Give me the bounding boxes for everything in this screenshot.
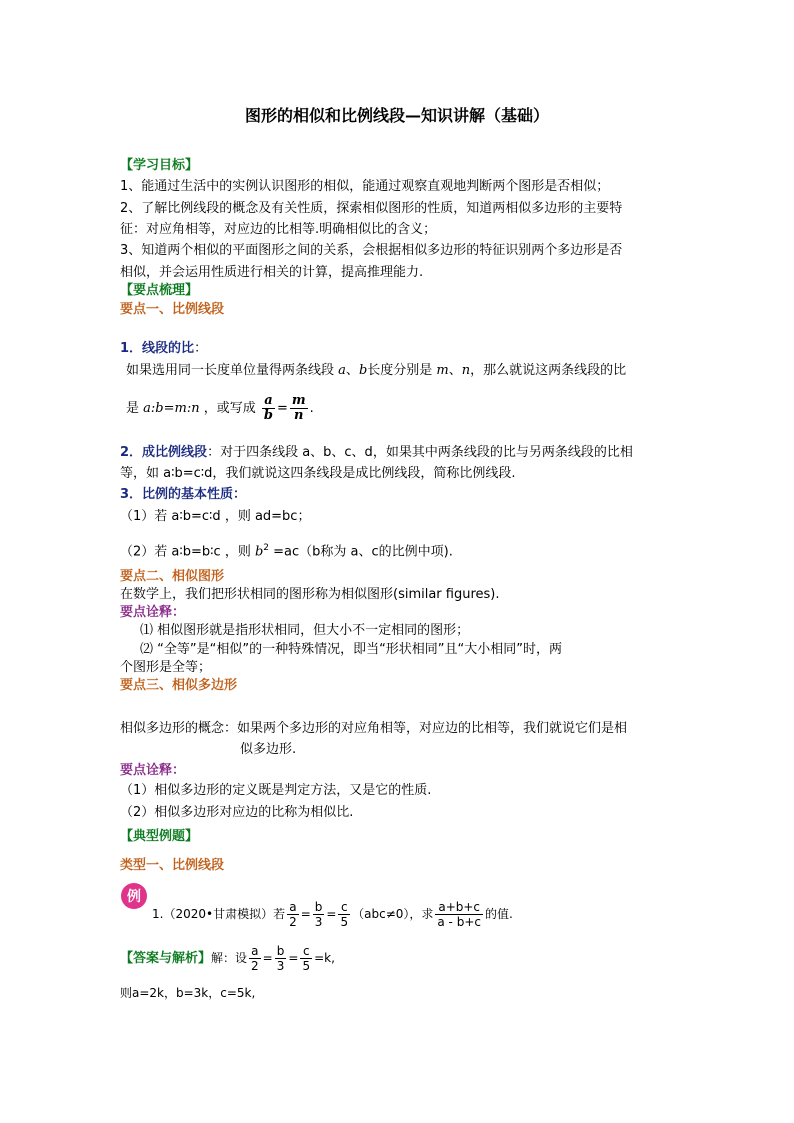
point2-title: 要点二、相似图形 [120, 569, 225, 584]
section1-colon: ： [194, 341, 208, 356]
fraction-a-2: $\frac{a}{2}$ [251, 944, 259, 973]
section1-title: 线段的比 [142, 341, 195, 356]
objective-line-2: 2、了解比例线段的概念及有关性质，探索相似图形的性质，知道两相似多边形的主要特 [120, 201, 623, 216]
section2-number: 2． [120, 445, 143, 460]
point2-text: 在数学上，我们把形状相同的图形称为相似图形(similar figures). [120, 587, 500, 602]
text: ，那么就说这两条线段的比 [470, 363, 627, 378]
text: （2）若 a∶b=b∶c ，则 [120, 544, 251, 560]
fraction-a-2: $\frac{a}{2}$ [289, 900, 297, 929]
fraction-a-over-b: $\frac{a}{b}$ [263, 393, 273, 423]
point2-note-3: 个图形是全等； [120, 660, 212, 675]
fraction-expression: $\frac{a+b+c}{a - b+c}$ [437, 900, 481, 929]
fraction-m-over-n: $\frac{m}{n}$ [291, 393, 306, 423]
text: 长度分别是 [367, 363, 433, 378]
superscript: 2 [263, 543, 270, 553]
var-a: a [338, 363, 346, 378]
objective-line-3: 征：对应角相等，对应边的比相等.明确相似比的含义； [120, 222, 437, 237]
answer-line-1 [120, 941, 335, 976]
text: （abc≠0），求 [352, 907, 434, 921]
section2-text: ：对于四条线段 a、b、c、d，如果其中两条线段的比与另两条线段的比相 [207, 445, 633, 460]
equals: = [326, 907, 337, 921]
point3-note-title: 要点诠释： [120, 763, 186, 778]
property-2 [120, 538, 453, 562]
text: 的值. [484, 907, 513, 921]
objectives-header: 【学习目标】 [120, 158, 199, 173]
point3-concept-1: 相似多边形的概念：如果两个多边形的对应角相等，对应边的比相等，我们就说它们是相 [120, 721, 628, 736]
equals: = [276, 401, 288, 416]
section1-number: 1． [120, 341, 143, 356]
point2-note-title: 要点诠释： [120, 605, 186, 620]
page-title: 图形的相似和比例线段—知识讲解（基础） [244, 106, 549, 125]
var-n: n [461, 363, 471, 378]
point3-concept-2: 似多边形. [240, 742, 297, 757]
sep: 、 [345, 363, 359, 378]
var-m: m [436, 363, 449, 378]
point1-title: 要点一、比例线段 [120, 302, 225, 317]
var-b: b [358, 363, 368, 378]
point3-title: 要点三、相似多边形 [120, 678, 238, 693]
text: 如果选用同一长度单位量得两条线段 [126, 363, 335, 378]
point3-note-1: （1）相似多边形的定义既是判定方法，又是它的性质. [120, 783, 432, 798]
text: =k, [314, 951, 335, 965]
section1-line2 [126, 394, 314, 424]
example-badge-icon [120, 882, 148, 910]
fraction-b-3: $\frac{b}{3}$ [276, 944, 285, 973]
type1-title: 类型一、比例线段 [120, 858, 225, 873]
section2-line2: 等，如 a∶b=c∶d，我们就说这四条线段是成比例线段，简称比例线段. [120, 466, 516, 481]
fraction-c-5: $\frac{c}{5}$ [302, 944, 311, 973]
equals: = [262, 951, 273, 965]
sep: 、 [448, 363, 462, 378]
examples-header: 【典型例题】 [120, 829, 199, 844]
section1-heading [120, 339, 207, 359]
section2-line1 [120, 443, 633, 463]
point3-note-2: （2）相似多边形对应边的比称为相似比. [120, 805, 354, 820]
objective-line-5: 相似，并会运用性质进行相关的计算，提高推理能力. [120, 265, 424, 280]
equals: = [288, 951, 299, 965]
text: 1.（2020•甘肃模拟）若 [152, 907, 286, 921]
badge-text: 例 [127, 889, 141, 905]
objective-line-1: 1、能通过生活中的实例认识图形的相似，能通过观察直观地判断两个图形是否相似； [120, 179, 610, 194]
answer-line-2: 则a=2k，b=3k，c=5k, [120, 986, 256, 1000]
objective-line-4: 3、知道两个相似的平面图形之间的关系，会根据相似多边形的特征识别两个多边形是否 [120, 243, 623, 258]
property-1: （1）若 a∶b=c∶d ，则 ad=bc； [120, 509, 311, 524]
text: =ac（b称为 a、c的比例中项). [269, 544, 453, 560]
text: ，或写成 [203, 401, 256, 416]
point2-note-1: ⑴ 相似图形就是指形状相同，但大小不一定相同的图形； [140, 623, 470, 638]
section3-title: 3．比例的基本性质： [120, 487, 247, 502]
fraction-b-3: $\frac{b}{3}$ [314, 900, 323, 929]
section1-line1 [126, 361, 626, 381]
example1-question [152, 897, 513, 931]
text: 是 [126, 401, 140, 416]
period: . [309, 401, 314, 416]
answer-label: 【答案与解析】 [120, 951, 212, 966]
section2-title: 成比例线段 [142, 445, 208, 460]
text: 解：设 [211, 951, 248, 965]
var-b: b [254, 544, 264, 560]
point2-note-2: ⑵ “全等”是“相似”的一种特殊情况，即当“形状相同”且“大小相同”时，两 [140, 642, 563, 657]
equals: = [300, 907, 311, 921]
key-points-header: 【要点梳理】 [120, 283, 199, 298]
fraction-c-5: $\frac{c}{5}$ [340, 900, 349, 929]
ratio-expression: a:b=m:n [143, 401, 200, 416]
